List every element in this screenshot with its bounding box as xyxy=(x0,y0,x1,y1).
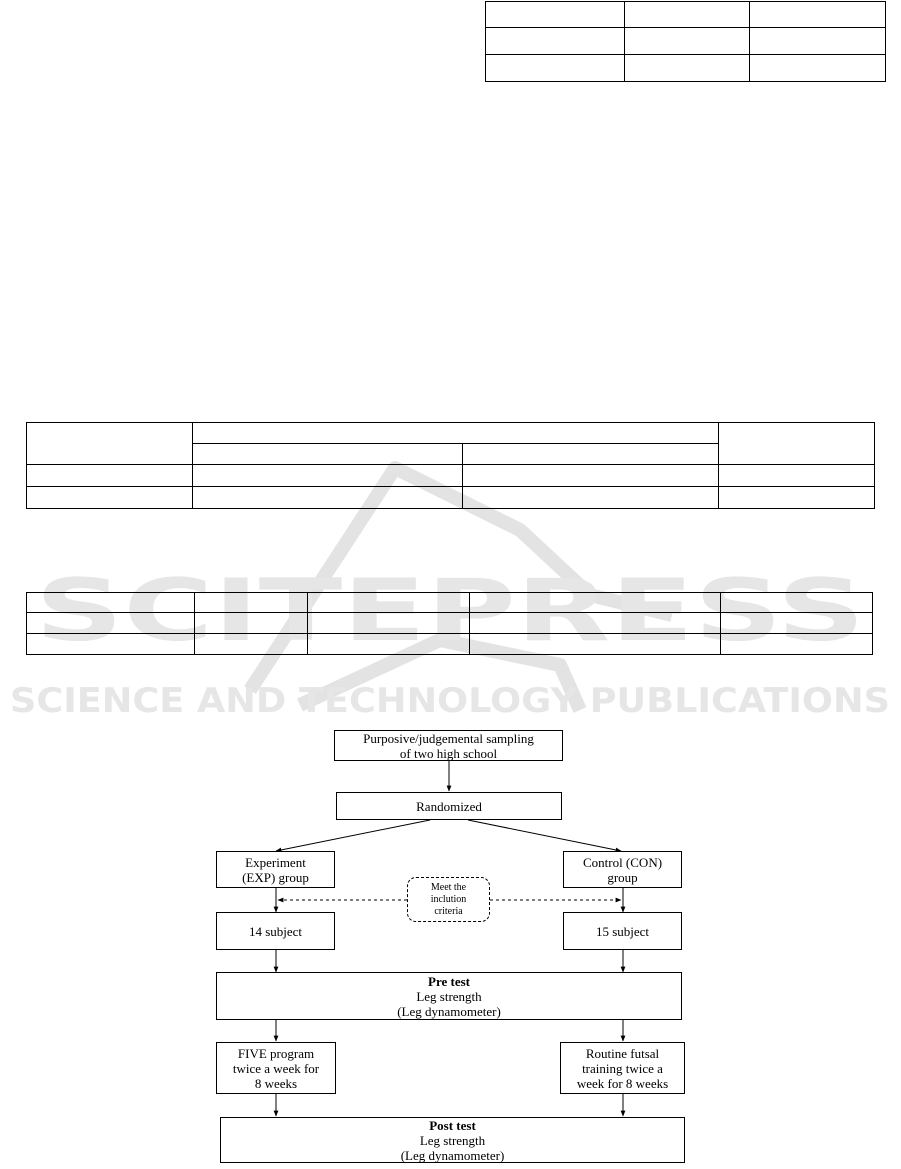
exp-subjects-box xyxy=(216,912,335,950)
exp-program-line-2: twice a week for xyxy=(232,1060,320,1076)
watermark-tagline: SCIENCE AND TECHNOLOGY PUBLICATIONS xyxy=(10,681,890,721)
inclusion-line-2: inclution xyxy=(430,893,467,905)
inclusion-line-1: Meet the xyxy=(430,881,467,893)
posttest-line-3: (Leg dynamometer) xyxy=(400,1147,505,1163)
exp-program-box xyxy=(216,1042,336,1094)
con-subjects-box xyxy=(563,912,682,950)
arrow-randomized-to-exp xyxy=(276,820,430,851)
sampling-box xyxy=(334,730,563,761)
exp-group-box xyxy=(216,851,335,888)
exp-group-line-1: Experiment xyxy=(245,854,306,870)
con-program-line-2: training twice a xyxy=(582,1060,663,1076)
posttest-line-2: Leg strength xyxy=(419,1132,486,1148)
con-program-box xyxy=(560,1042,685,1094)
inclusion-line-3: criteria xyxy=(434,905,463,917)
arrow-randomized-to-con xyxy=(468,820,621,851)
con-program-line-3: week for 8 weeks xyxy=(576,1075,669,1091)
exp-group-line-2: (EXP) group xyxy=(242,869,309,885)
watermark-brand: SCITEPRESS xyxy=(35,561,865,661)
posttest-box xyxy=(220,1117,685,1163)
exp-program-line-1: FIVE program xyxy=(237,1045,315,1061)
con-group-box xyxy=(563,851,682,888)
con-group-line-2: group xyxy=(607,869,638,885)
pretest-line-3: (Leg dynamometer) xyxy=(397,1003,501,1019)
sampling-line-1: Purposive/judgemental sampling xyxy=(363,730,534,746)
posttest-title: Post test xyxy=(429,1117,476,1133)
pretest-line-2: Leg strength xyxy=(416,988,482,1004)
con-program-line-1: Routine futsal xyxy=(585,1045,660,1061)
randomized-box xyxy=(336,792,562,820)
exp-program-line-3: 8 weeks xyxy=(254,1075,298,1091)
sampling-line-2: of two high school xyxy=(399,745,498,761)
exp-subjects-label: 14 subject xyxy=(248,923,303,939)
con-group-line-1: Control (CON) xyxy=(582,854,663,870)
inclusion-criteria-note xyxy=(407,877,490,922)
pretest-box xyxy=(216,972,682,1020)
pretest-title: Pre test xyxy=(428,973,470,989)
con-subjects-label: 15 subject xyxy=(595,923,650,939)
randomized-label: Randomized xyxy=(416,798,482,814)
